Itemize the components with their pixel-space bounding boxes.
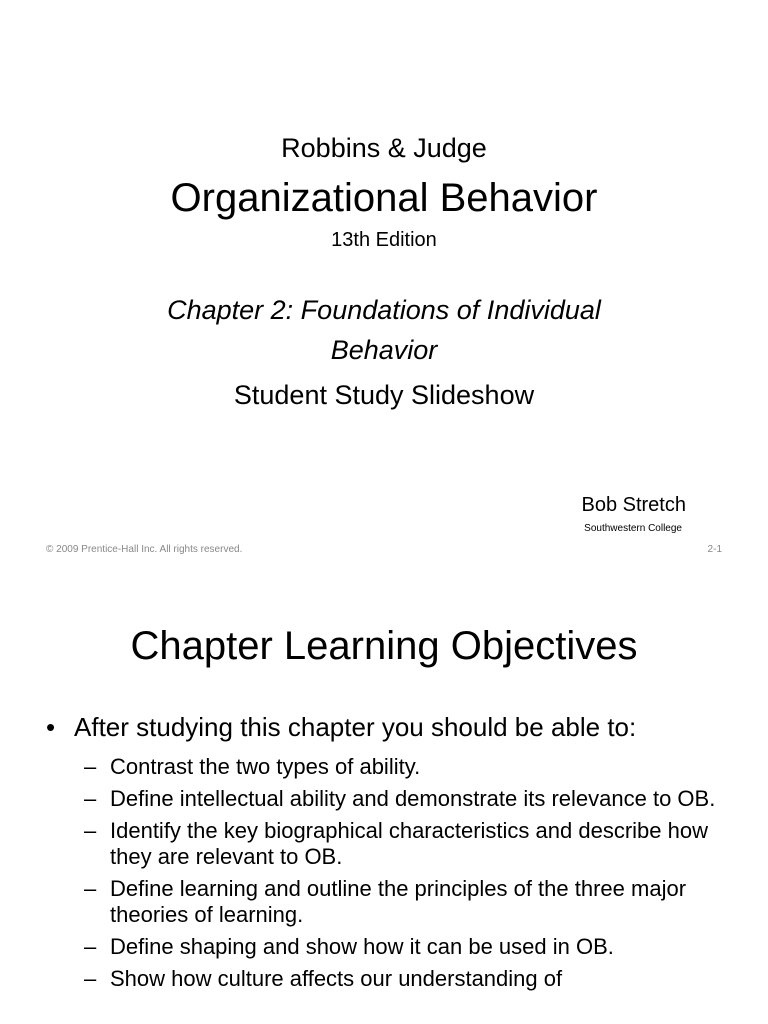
list-item: [84, 934, 724, 960]
bullet-icon: •: [46, 712, 56, 742]
book-title: Organizational Behavior: [170, 176, 598, 220]
presenter-college: Southwestern College: [584, 523, 682, 534]
list-item: [84, 966, 724, 992]
dash-icon: –: [84, 786, 97, 811]
objectives-list: [84, 754, 724, 998]
objective-text: Contrast the two types of ability.: [110, 754, 421, 779]
dash-icon: –: [84, 934, 97, 959]
chapter-title: [0, 290, 768, 370]
dash-icon: –: [84, 966, 97, 991]
dash-icon: –: [84, 876, 97, 901]
slide-title: Chapter Learning Objectives: [130, 624, 638, 668]
objective-text: Define shaping and show how it can be used in OB.: [110, 934, 614, 959]
chapter-title-line-1: Chapter 2: Foundations of Individual: [167, 295, 601, 325]
objective-text: Define intellectual ability and demonstrate its relevance to OB.: [110, 786, 716, 811]
dash-icon: –: [84, 818, 97, 843]
chapter-title-line-2: Behavior: [330, 335, 438, 365]
authors: Robbins & Judge: [281, 133, 487, 163]
dash-icon: –: [84, 754, 97, 779]
objective-text: Identify the key biographical characteristics and describe how they are relevant to OB.: [110, 818, 708, 869]
presenter-name: Bob Stretch: [581, 494, 686, 516]
edition: 13th Edition: [331, 229, 437, 251]
list-item: [84, 818, 724, 870]
objectives-slide: [0, 576, 768, 1024]
objective-text: Define learning and outline the principles of the three major theories of learning.: [110, 876, 687, 927]
slide-number: 2-1: [707, 544, 722, 555]
subtitle: Student Study Slideshow: [233, 380, 535, 410]
intro-text: After studying this chapter you should be able to:: [74, 712, 637, 742]
copyright-footer: © 2009 Prentice-Hall Inc. All rights reserved.: [46, 544, 243, 555]
objective-text: Show how culture affects our understanding of: [110, 966, 563, 991]
intro-bullet: [46, 712, 636, 743]
list-item: [84, 786, 724, 812]
list-item: [84, 754, 724, 780]
list-item: [84, 876, 724, 928]
